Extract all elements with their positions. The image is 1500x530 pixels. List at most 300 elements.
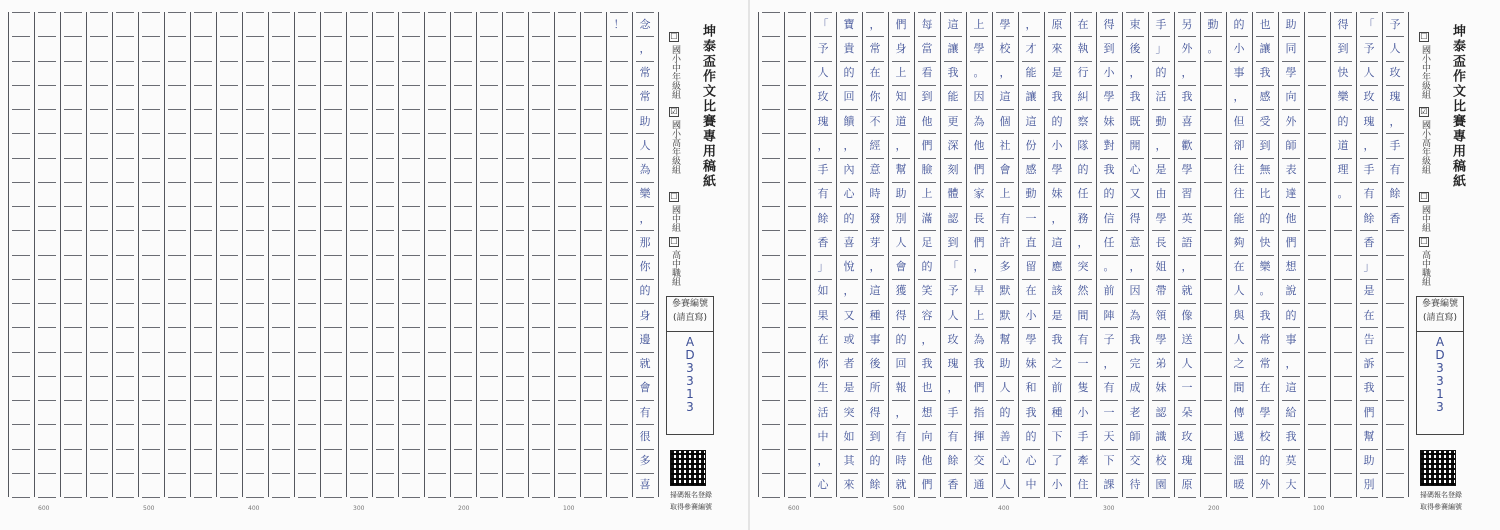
grid-rule <box>788 376 806 377</box>
grid-rule <box>12 279 30 280</box>
grid-character: 行 <box>1077 66 1089 80</box>
grid-character: 任 <box>1077 187 1089 201</box>
grid-rule <box>168 158 186 159</box>
grid-rule <box>194 327 212 328</box>
grid-character: 手 <box>947 405 959 419</box>
grid-rule <box>64 206 82 207</box>
grid-character: 玫 <box>1363 90 1375 104</box>
grid-rule <box>428 133 446 134</box>
entry-number-box[interactable] <box>666 330 714 435</box>
grid-rule <box>12 327 30 328</box>
grid-rule <box>532 12 550 13</box>
grid-rule <box>38 12 56 13</box>
grid-character: 體 <box>947 187 959 201</box>
ruler-label: 300 <box>1103 505 1115 512</box>
grid-rule <box>454 182 472 183</box>
grid-rule <box>584 352 602 353</box>
grid-rule <box>1334 279 1352 280</box>
grid-character: ， <box>895 138 907 152</box>
grid-character: 完 <box>1129 357 1141 371</box>
category-elementary-upper[interactable] <box>1412 107 1436 178</box>
grid-rule <box>350 424 368 425</box>
form-title: 坤泰盃作文比賽專用稿紙 <box>700 24 715 189</box>
grid-rule <box>116 303 134 304</box>
category-junior-high[interactable] <box>662 192 686 236</box>
grid-rule <box>220 497 238 498</box>
grid-rule <box>220 133 238 134</box>
grid-rule <box>558 109 576 110</box>
grid-rule <box>376 12 394 13</box>
grid-rule <box>584 424 602 425</box>
grid-rule <box>12 206 30 207</box>
grid-rule <box>480 182 498 183</box>
grid-rule <box>246 473 264 474</box>
grid-rule <box>506 61 524 62</box>
grid-character: 你 <box>869 90 881 104</box>
ruler-label: 400 <box>998 505 1010 512</box>
grid-rule <box>428 449 446 450</box>
grid-character: 我 <box>947 66 959 80</box>
grid-rule <box>506 327 524 328</box>
grid-rule <box>506 158 524 159</box>
grid-character: 突 <box>843 405 855 419</box>
grid-rule <box>298 279 316 280</box>
grid-character: 的 <box>843 66 855 80</box>
grid-character: 到 <box>869 429 881 443</box>
grid-character: 為 <box>1129 308 1141 322</box>
grid-rule <box>610 109 628 110</box>
grid-character: 們 <box>973 163 985 177</box>
grid-character: 溫 <box>1233 454 1245 468</box>
grid-character: 察 <box>1077 114 1089 128</box>
grid-rule <box>1386 303 1404 304</box>
grid-rule <box>220 473 238 474</box>
grid-rule <box>454 352 472 353</box>
grid-rule <box>376 497 394 498</box>
grid-rule <box>64 61 82 62</box>
grid-rule <box>38 182 56 183</box>
grid-rule <box>610 449 628 450</box>
grid-character: 到 <box>1259 138 1271 152</box>
grid-rule <box>142 497 160 498</box>
grid-character: ， <box>1129 66 1141 80</box>
grid-rule <box>584 85 602 86</box>
grid-rule <box>610 182 628 183</box>
grid-character: 認 <box>1155 405 1167 419</box>
grid-rule <box>64 182 82 183</box>
grid-character: 得 <box>1129 211 1141 225</box>
grid-rule <box>480 230 498 231</box>
grid-rule <box>90 36 108 37</box>
grid-rule <box>298 400 316 401</box>
grid-character: 生 <box>817 381 829 395</box>
grid-rule <box>454 109 472 110</box>
grid-rule <box>1204 230 1222 231</box>
grid-rule <box>610 376 628 377</box>
grid-rule <box>220 206 238 207</box>
grid-character: 容 <box>921 308 933 322</box>
grid-character: 們 <box>1363 405 1375 419</box>
grid-rule <box>324 327 342 328</box>
grid-character: 的 <box>869 454 881 468</box>
grid-rule <box>376 36 394 37</box>
grid-rule <box>64 133 82 134</box>
grid-character: 如 <box>843 429 855 443</box>
grid-rule <box>220 36 238 37</box>
grid-rule <box>532 327 550 328</box>
grid-rule <box>12 497 30 498</box>
grid-character: 我 <box>1181 90 1193 104</box>
grid-rule <box>12 85 30 86</box>
grid-rule <box>116 85 134 86</box>
grid-rule <box>610 279 628 280</box>
grid-rule <box>480 85 498 86</box>
grid-rule <box>90 255 108 256</box>
grid-rule <box>402 12 420 13</box>
grid-rule <box>272 400 290 401</box>
grid-rule <box>762 36 780 37</box>
grid-character: 帶 <box>1155 284 1167 298</box>
grid-rule <box>762 206 780 207</box>
grid-rule <box>402 352 420 353</box>
grid-rule <box>506 497 524 498</box>
grid-character: 在 <box>1233 260 1245 274</box>
grid-character: 學 <box>1051 163 1063 177</box>
grid-character: 為 <box>973 332 985 346</box>
grid-character: 臉 <box>921 163 933 177</box>
grid-rule <box>506 12 524 13</box>
category-label: 高中職組 <box>669 250 680 286</box>
grid-character: 助 <box>999 357 1011 371</box>
grid-character: 樂 <box>1259 260 1271 274</box>
grid-rule <box>762 133 780 134</box>
grid-character: 隻 <box>1077 381 1089 395</box>
checkbox-icon[interactable]: ☐ <box>1420 192 1428 201</box>
grid-character: 通 <box>973 478 985 492</box>
grid-rule <box>64 497 82 498</box>
grid-rule <box>272 424 290 425</box>
grid-rule <box>1308 182 1326 183</box>
grid-character: 很 <box>639 429 651 443</box>
grid-character: 我 <box>921 357 933 371</box>
grid-rule <box>558 133 576 134</box>
grid-rule <box>480 12 498 13</box>
grid-character: 到 <box>921 90 933 104</box>
grid-character: 來 <box>1051 41 1063 55</box>
category-elementary-middle[interactable] <box>662 32 686 103</box>
grid-character: 他 <box>921 114 933 128</box>
qr-code-icon[interactable] <box>670 450 706 486</box>
grid-rule <box>246 36 264 37</box>
grid-rule <box>402 182 420 183</box>
grid-rule <box>428 424 446 425</box>
grid-character: 下 <box>1103 454 1115 468</box>
grid-rule <box>918 497 936 498</box>
entry-number-box[interactable] <box>1416 330 1464 435</box>
grid-rule <box>584 230 602 231</box>
grid-character: 也 <box>921 381 933 395</box>
grid-rule <box>1386 327 1404 328</box>
grid-rule <box>558 158 576 159</box>
grid-character: 習 <box>1181 187 1193 201</box>
grid-rule <box>298 230 316 231</box>
grid-character: ， <box>1129 260 1141 274</box>
grid-rule <box>454 327 472 328</box>
grid-character: 深 <box>947 138 959 152</box>
grid-character: 任 <box>1103 235 1115 249</box>
checkbox-icon[interactable]: ☐ <box>670 32 678 41</box>
grid-character: 所 <box>869 381 881 395</box>
grid-rule <box>762 255 780 256</box>
grid-character: 幫 <box>1363 429 1375 443</box>
grid-character: 人 <box>1233 284 1245 298</box>
grid-rule <box>788 36 806 37</box>
grid-rule <box>38 327 56 328</box>
grid-character: 邊 <box>639 332 651 346</box>
grid-character: 心 <box>999 454 1011 468</box>
grid-character: 人 <box>999 381 1011 395</box>
grid-rule <box>506 449 524 450</box>
grid-rule <box>788 85 806 86</box>
grid-character: 貴 <box>843 41 855 55</box>
grid-character: 園 <box>1155 478 1167 492</box>
grid-character: 妹 <box>1025 357 1037 371</box>
grid-rule <box>142 158 160 159</box>
category-label: 國中組 <box>669 205 680 232</box>
grid-rule <box>142 182 160 183</box>
grid-character: 寶 <box>843 17 855 31</box>
category-elementary-upper[interactable] <box>662 107 686 178</box>
grid-rule <box>506 424 524 425</box>
grid-rule <box>272 303 290 304</box>
grid-character: 的 <box>1259 454 1271 468</box>
grid-character: 傳 <box>1233 405 1245 419</box>
grid-character: 往 <box>1233 163 1245 177</box>
grid-rule <box>376 303 394 304</box>
grid-character: ， <box>895 405 907 419</box>
grid-rule <box>532 400 550 401</box>
right-page <box>750 0 1500 530</box>
entry-number-value: A D 3 3 1 3 <box>1435 335 1445 414</box>
qr-caption-entry: 取得參賽編號 <box>1420 503 1462 511</box>
checkbox-icon[interactable]: ☐ <box>670 192 678 201</box>
grid-rule <box>454 473 472 474</box>
grid-rule <box>12 400 30 401</box>
grid-rule <box>376 85 394 86</box>
grid-rule <box>584 182 602 183</box>
grid-rule <box>788 303 806 304</box>
grid-character: 」 <box>1363 260 1375 274</box>
grid-character: 妹 <box>1051 187 1063 201</box>
grid-rule <box>454 255 472 256</box>
checkbox-icon[interactable]: ☑ <box>670 107 678 116</box>
grid-character: 上 <box>921 187 933 201</box>
grid-character: 果 <box>817 308 829 322</box>
grid-character: 交 <box>1129 454 1141 468</box>
grid-character: 大 <box>1285 478 1297 492</box>
grid-rule <box>324 85 342 86</box>
grid-rule <box>480 400 498 401</box>
grid-rule <box>116 133 134 134</box>
ruler-label: 400 <box>248 505 260 512</box>
checkbox-icon[interactable]: ☑ <box>1420 107 1428 116</box>
grid-rule <box>64 36 82 37</box>
grid-rule <box>1074 497 1092 498</box>
grid-rule <box>350 279 368 280</box>
grid-rule <box>90 400 108 401</box>
grid-character: 說 <box>1285 284 1297 298</box>
grid-rule <box>168 230 186 231</box>
grid-character: 開 <box>1129 138 1141 152</box>
grid-rule <box>506 352 524 353</box>
grid-rule <box>272 279 290 280</box>
grid-character: 的 <box>639 284 651 298</box>
grid-rule <box>90 376 108 377</box>
grid-rule <box>142 424 160 425</box>
grid-rule <box>558 12 576 13</box>
grid-rule <box>1204 206 1222 207</box>
grid-character: 我 <box>1259 66 1271 80</box>
grid-rule <box>350 376 368 377</box>
category-senior-high[interactable] <box>1412 237 1436 290</box>
grid-rule <box>12 376 30 377</box>
grid-rule <box>1204 473 1222 474</box>
grid-rule <box>64 255 82 256</box>
grid-character: 常 <box>1259 332 1271 346</box>
grid-character: 予 <box>1389 17 1401 31</box>
grid-rule <box>116 473 134 474</box>
grid-rule <box>168 61 186 62</box>
grid-character: 心 <box>817 478 829 492</box>
grid-rule <box>506 206 524 207</box>
grid-character: 由 <box>1155 187 1167 201</box>
grid-character: 向 <box>1285 90 1297 104</box>
grid-rule <box>376 182 394 183</box>
grid-character: ！ <box>613 17 625 31</box>
grid-character: 笑 <box>921 284 933 298</box>
grid-character: 的 <box>1025 429 1037 443</box>
grid-rule <box>584 133 602 134</box>
checkbox-icon[interactable]: ☐ <box>1420 32 1428 41</box>
grid-character: 們 <box>973 235 985 249</box>
grid-character: 人 <box>1181 357 1193 371</box>
grid-rule <box>246 424 264 425</box>
ruler-label: 500 <box>893 505 905 512</box>
checkbox-icon[interactable]: ☐ <box>1420 237 1428 246</box>
grid-character: 種 <box>869 308 881 322</box>
grid-character: 給 <box>1285 405 1297 419</box>
grid-rule <box>428 12 446 13</box>
qr-code-icon[interactable] <box>1420 450 1456 486</box>
category-elementary-middle[interactable] <box>1412 32 1436 103</box>
grid-character: 足 <box>921 235 933 249</box>
grid-character: 助 <box>639 114 651 128</box>
category-label: 國中組 <box>1419 205 1430 232</box>
grid-rule <box>220 61 238 62</box>
grid-character: 你 <box>639 260 651 274</box>
grid-rule <box>64 12 82 13</box>
grid-character: 默 <box>999 308 1011 322</box>
grid-rule <box>762 303 780 304</box>
grid-character: 然 <box>1077 284 1089 298</box>
grid-character: 心 <box>1129 163 1141 177</box>
grid-rule <box>324 109 342 110</box>
grid-rule <box>428 230 446 231</box>
grid-rule <box>402 473 420 474</box>
category-senior-high[interactable] <box>662 237 686 290</box>
grid-rule <box>506 133 524 134</box>
grid-rule <box>64 473 82 474</box>
grid-character: 牽 <box>1077 454 1089 468</box>
grid-rule <box>12 473 30 474</box>
category-label: 國小高年級組 <box>669 120 680 174</box>
grid-character: ， <box>817 454 829 468</box>
grid-character: 意 <box>869 163 881 177</box>
grid-rule <box>480 497 498 498</box>
grid-rule <box>142 449 160 450</box>
grid-rule <box>376 133 394 134</box>
grid-rule <box>454 230 472 231</box>
grid-rule <box>428 158 446 159</box>
grid-rule <box>1152 497 1170 498</box>
grid-rule <box>194 230 212 231</box>
category-junior-high[interactable] <box>1412 192 1436 236</box>
grid-character: 動 <box>1025 187 1037 201</box>
grid-character: 一 <box>1181 381 1193 395</box>
grid-rule <box>1386 255 1404 256</box>
grid-character: 我 <box>1259 308 1271 322</box>
grid-rule <box>506 109 524 110</box>
grid-character: 看 <box>921 66 933 80</box>
grid-character: 學 <box>1285 66 1297 80</box>
grid-rule <box>1308 255 1326 256</box>
grid-rule <box>584 255 602 256</box>
grid-rule <box>142 473 160 474</box>
grid-character: 對 <box>1103 138 1115 152</box>
grid-rule <box>762 182 780 183</box>
grid-character: 外 <box>1259 478 1271 492</box>
category-label: 國小高年級組 <box>1419 120 1430 174</box>
grid-character: 交 <box>973 454 985 468</box>
grid-rule <box>142 376 160 377</box>
grid-character: 瑰 <box>1181 454 1193 468</box>
grid-character: ， <box>869 260 881 274</box>
grid-character: 上 <box>895 66 907 80</box>
grid-rule <box>506 400 524 401</box>
grid-character: 小 <box>1051 138 1063 152</box>
grid-character: 識 <box>1155 429 1167 443</box>
grid-character: 姐 <box>1155 260 1167 274</box>
grid-character: 上 <box>999 187 1011 201</box>
grid-rule <box>610 424 628 425</box>
grid-rule <box>1178 497 1196 498</box>
grid-rule <box>762 473 780 474</box>
grid-rule <box>272 473 290 474</box>
grid-rule <box>428 85 446 86</box>
grid-rule <box>350 352 368 353</box>
grid-rule <box>1308 36 1326 37</box>
grid-character: 「 <box>947 260 959 274</box>
grid-character: 到 <box>947 235 959 249</box>
grid-rule <box>90 279 108 280</box>
checkbox-icon[interactable]: ☐ <box>670 237 678 246</box>
grid-character: 和 <box>1025 381 1037 395</box>
grid-character: 是 <box>1155 163 1167 177</box>
grid-rule <box>584 206 602 207</box>
grid-rule <box>272 206 290 207</box>
grid-character: 像 <box>1181 308 1193 322</box>
grid-rule <box>298 206 316 207</box>
